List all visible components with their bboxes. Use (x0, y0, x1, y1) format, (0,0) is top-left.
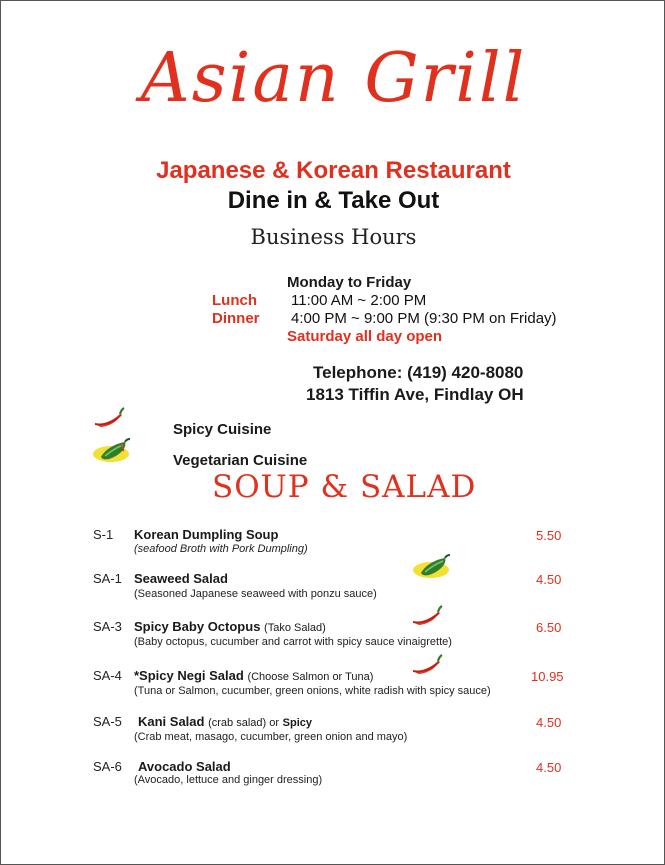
item-name (138, 714, 312, 729)
lunch-label: Lunch (212, 292, 257, 309)
hours-days: Monday to Friday (287, 274, 412, 291)
dinner-time: 4:00 PM ~ 9:00 PM (9:30 PM on Friday) (291, 310, 557, 327)
item-code: SA-5 (93, 714, 122, 729)
service-type: Dine in & Take Out (227, 187, 440, 214)
item-description: (Seasoned Japanese seaweed with ponzu sauce) (134, 588, 377, 600)
item-note: (crab salad) or (208, 717, 280, 729)
item-name (134, 668, 373, 683)
item-description: (seafood Broth with Pork Dumpling) (134, 543, 308, 555)
item-name-text: *Spicy Negi Salad (134, 668, 244, 683)
section-title: SOUP & SALAD (212, 469, 477, 505)
hours-heading: Business Hours (250, 225, 417, 249)
item-name: Avocado Salad (138, 759, 231, 774)
lunch-time: 11:00 AM ~ 2:00 PM (291, 292, 427, 309)
green-pepper-icon (91, 437, 135, 465)
legend-spicy-label: Spicy Cuisine (173, 421, 272, 438)
item-note: (Choose Salmon or Tuna) (247, 671, 374, 683)
item-name-text: Spicy Baby Octopus (134, 619, 261, 634)
item-code: SA-4 (93, 668, 122, 683)
dinner-label: Dinner (212, 310, 260, 327)
item-description: (Tuna or Salmon, cucumber, green onions, white radish with spicy sauce) (134, 685, 491, 697)
item-description: (Avocado, lettuce and ginger dressing) (134, 774, 323, 786)
item-code: SA-1 (93, 571, 122, 586)
item-description: (Crab meat, masago, cucumber, green onion and mayo) (134, 731, 408, 743)
restaurant-logo-title: Asian Grill (140, 39, 527, 118)
item-code: SA-3 (93, 619, 122, 634)
item-price: 4.50 (536, 572, 562, 587)
item-name: Korean Dumpling Soup (134, 527, 279, 542)
item-price: 10.95 (531, 669, 564, 684)
legend-vegetarian-label: Vegetarian Cuisine (173, 452, 308, 469)
red-chili-pepper-icon (91, 406, 127, 430)
item-code: SA-6 (93, 759, 122, 774)
item-name (134, 619, 326, 634)
address: 1813 Tiffin Ave, Findlay OH (306, 385, 524, 404)
item-name: Seaweed Salad (134, 571, 228, 586)
item-code: S-1 (93, 527, 114, 542)
item-price: 6.50 (536, 620, 562, 635)
item-note-spicy: Spicy (282, 717, 312, 729)
spicy-icon (409, 604, 445, 628)
saturday-hours: Saturday all day open (287, 328, 443, 345)
vegetarian-icon (411, 553, 455, 581)
item-price: 4.50 (536, 760, 562, 775)
item-price: 4.50 (536, 715, 562, 730)
restaurant-subtitle: Japanese & Korean Restaurant (156, 157, 511, 184)
item-description: (Baby octopus, cucumber and carrot with spicy sauce vinaigrette) (134, 636, 452, 648)
item-name-text: Kani Salad (138, 714, 205, 729)
spicy-icon (409, 653, 445, 677)
item-price: 5.50 (536, 528, 562, 543)
telephone: Telephone: (419) 420-8080 (313, 363, 524, 382)
item-note: (Tako Salad) (264, 622, 326, 634)
